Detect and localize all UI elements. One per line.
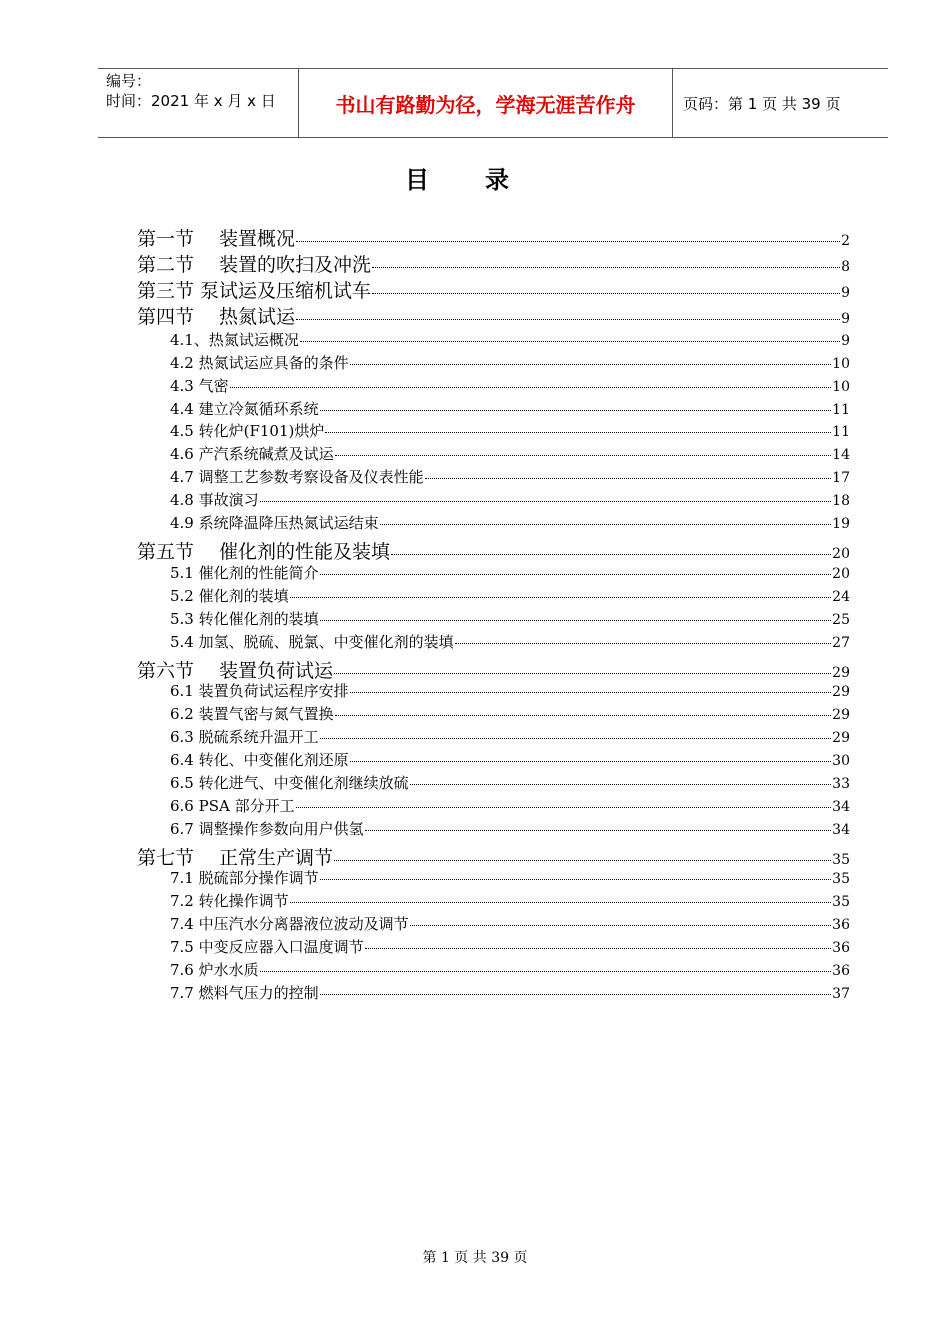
toc-entry-label: 4.1、热氮试运概况 bbox=[170, 331, 299, 349]
toc-leader-dots bbox=[425, 478, 832, 479]
toc-entry-page: 36 bbox=[832, 963, 850, 979]
toc-title: 目录 bbox=[405, 166, 565, 194]
toc-leader-dots bbox=[335, 455, 832, 456]
header-page-info: 页码：第 1 页 共 39 页 bbox=[683, 94, 841, 113]
toc-leader-dots bbox=[230, 387, 832, 388]
toc-entry-page: 9 bbox=[841, 333, 850, 349]
toc-entry-page: 19 bbox=[832, 516, 850, 532]
toc-leader-dots bbox=[410, 925, 832, 926]
toc-entry-label: 6.7 调整操作参数向用户供氢 bbox=[170, 820, 364, 838]
toc-leader-dots bbox=[260, 501, 832, 502]
toc-entry-page: 35 bbox=[832, 871, 850, 887]
toc-entry-label: 6.3 脱硫系统升温开工 bbox=[170, 728, 319, 746]
toc-entry-label: 7.2 转化操作调节 bbox=[170, 892, 289, 910]
toc-entry-label: 5.3 转化催化剂的装填 bbox=[170, 610, 319, 628]
toc-entry[interactable] bbox=[137, 302, 850, 329]
toc-entry-label: 7.5 中变反应器入口温度调节 bbox=[170, 938, 364, 956]
toc-entry[interactable] bbox=[170, 772, 850, 793]
toc-entry-label: 第七节 正常生产调节 bbox=[137, 847, 334, 869]
toc-entry[interactable] bbox=[170, 398, 850, 419]
toc-leader-dots bbox=[334, 673, 831, 674]
toc-entry[interactable] bbox=[170, 749, 850, 770]
toc-entry-label: 第五节 催化剂的性能及装填 bbox=[137, 541, 391, 563]
toc-entry-page: 9 bbox=[841, 311, 850, 327]
toc-entry-page: 29 bbox=[832, 665, 850, 681]
toc-leader-dots bbox=[350, 364, 832, 365]
toc-entry-page: 27 bbox=[832, 635, 850, 651]
toc-leader-dots bbox=[300, 341, 840, 342]
toc-entry[interactable] bbox=[170, 867, 850, 888]
header-meta bbox=[98, 69, 299, 137]
toc-entry-label: 6.2 装置气密与氮气置换 bbox=[170, 705, 334, 723]
toc-leader-dots bbox=[350, 692, 832, 693]
toc-leader-dots bbox=[320, 994, 832, 995]
toc-leader-dots bbox=[365, 948, 832, 949]
toc-entry-page: 37 bbox=[832, 986, 850, 1002]
toc-entry-label: 第六节 装置负荷试运 bbox=[137, 660, 334, 682]
toc-entry-page: 24 bbox=[832, 589, 850, 605]
toc-entry[interactable] bbox=[170, 329, 850, 350]
toc-entry-page: 10 bbox=[832, 379, 850, 395]
toc-entry-label: 第四节 热氮试运 bbox=[137, 306, 296, 328]
toc-entry[interactable] bbox=[137, 537, 850, 564]
page-footer: 第 1 页 共 39 页 bbox=[422, 1250, 528, 1266]
toc-entry[interactable] bbox=[170, 443, 850, 464]
toc-entry-label: 6.1 装置负荷试运程序安排 bbox=[170, 682, 349, 700]
toc-entry-page: 35 bbox=[832, 894, 850, 910]
toc-leader-dots bbox=[391, 554, 831, 555]
toc-entry-label: 4.6 产汽系统碱煮及试运 bbox=[170, 445, 334, 463]
toc-entry-page: 17 bbox=[832, 470, 850, 486]
toc-entry-label: 6.5 转化进气、中变催化剂继续放硫 bbox=[170, 774, 409, 792]
toc-entry[interactable] bbox=[170, 726, 850, 747]
toc-entry-page: 35 bbox=[832, 852, 850, 868]
toc-leader-dots bbox=[380, 524, 832, 525]
toc-entry[interactable] bbox=[170, 631, 850, 652]
toc-entry-page: 9 bbox=[841, 285, 850, 301]
toc-leader-dots bbox=[334, 860, 831, 861]
toc-leader-dots bbox=[290, 902, 832, 903]
toc-entry-label: 4.8 事故演习 bbox=[170, 491, 259, 509]
time-label: 时间：2021 年 x 月 x 日 bbox=[106, 92, 276, 110]
toc-entry[interactable] bbox=[170, 466, 850, 487]
toc-entry[interactable] bbox=[170, 795, 850, 816]
toc-entry-page: 36 bbox=[832, 917, 850, 933]
toc-entry-page: 29 bbox=[832, 684, 850, 700]
toc-entry[interactable] bbox=[170, 818, 850, 839]
toc-entry[interactable] bbox=[137, 843, 850, 870]
toc-leader-dots bbox=[372, 267, 840, 268]
toc-entry[interactable] bbox=[170, 489, 850, 510]
toc-leader-dots bbox=[365, 830, 832, 831]
code-label: 编号： bbox=[106, 72, 152, 90]
toc-entry-page: 20 bbox=[832, 546, 850, 562]
toc-entry[interactable] bbox=[170, 608, 850, 629]
toc-leader-dots bbox=[296, 241, 840, 242]
toc-leader-dots bbox=[335, 715, 832, 716]
toc-entry-page: 34 bbox=[832, 799, 850, 815]
toc-entry-label: 4.4 建立冷氮循环系统 bbox=[170, 400, 319, 418]
toc-entry[interactable] bbox=[170, 936, 850, 957]
toc-entry-page: 8 bbox=[841, 259, 850, 275]
toc-entry-page: 11 bbox=[832, 424, 850, 440]
toc-leader-dots bbox=[325, 432, 831, 433]
toc-entry-page: 20 bbox=[832, 566, 850, 582]
toc-entry[interactable] bbox=[170, 680, 850, 701]
toc-entry-page: 29 bbox=[832, 730, 850, 746]
toc-entry-label: 7.7 燃料气压力的控制 bbox=[170, 984, 319, 1002]
toc-entry-page: 2 bbox=[841, 233, 850, 249]
page-header bbox=[98, 68, 888, 138]
toc-entry[interactable] bbox=[170, 562, 850, 583]
toc-entry-page: 34 bbox=[832, 822, 850, 838]
toc-entry[interactable] bbox=[170, 420, 850, 441]
toc-entry-page: 14 bbox=[832, 447, 850, 463]
toc-entry-page: 25 bbox=[832, 612, 850, 628]
toc-entry[interactable] bbox=[170, 585, 850, 606]
toc-entry[interactable] bbox=[170, 512, 850, 533]
toc-entry[interactable] bbox=[137, 250, 850, 277]
toc-leader-dots bbox=[260, 971, 832, 972]
toc-entry-page: 10 bbox=[832, 356, 850, 372]
toc-entry-label: 7.1 脱硫部分操作调节 bbox=[170, 869, 319, 887]
toc-leader-dots bbox=[320, 738, 832, 739]
toc-entry[interactable] bbox=[170, 982, 850, 1003]
toc-leader-dots bbox=[320, 879, 832, 880]
toc-entry[interactable] bbox=[170, 890, 850, 911]
toc-leader-dots bbox=[372, 293, 840, 294]
toc-entry-page: 30 bbox=[832, 753, 850, 769]
toc-leader-dots bbox=[320, 410, 832, 411]
header-motto: 书山有路勤为径，学海无涯苦作舟 bbox=[299, 69, 673, 137]
toc-entry-label: 5.2 催化剂的装填 bbox=[170, 587, 289, 605]
toc-entry-page: 33 bbox=[832, 776, 850, 792]
toc-leader-dots bbox=[296, 319, 840, 320]
toc-leader-dots bbox=[350, 761, 832, 762]
toc-entry[interactable] bbox=[170, 352, 850, 373]
toc-entry-label: 第二节 装置的吹扫及冲洗 bbox=[137, 254, 372, 276]
toc-entry-label: 5.4 加氢、脱硫、脱氯、中变催化剂的装填 bbox=[170, 633, 454, 651]
toc-entry[interactable] bbox=[170, 703, 850, 724]
toc-entry-page: 11 bbox=[832, 402, 850, 418]
toc-leader-dots bbox=[296, 807, 832, 808]
toc-entry-label: 6.4 转化、中变催化剂还原 bbox=[170, 751, 349, 769]
toc-entry-page: 29 bbox=[832, 707, 850, 723]
toc-entry-label: 4.7 调整工艺参数考察设备及仪表性能 bbox=[170, 468, 424, 486]
toc-entry[interactable] bbox=[137, 656, 850, 683]
toc-leader-dots bbox=[320, 620, 832, 621]
toc-entry-label: 4.5 转化炉(F101)烘炉 bbox=[170, 422, 325, 440]
toc-leader-dots bbox=[290, 597, 832, 598]
toc-entry-label: 5.1 催化剂的性能简介 bbox=[170, 564, 319, 582]
toc-entry-label: 6.6 PSA 部分开工 bbox=[170, 797, 295, 815]
toc-entry-label: 4.9 系统降温降压热氮试运结束 bbox=[170, 514, 379, 532]
toc-entry[interactable] bbox=[137, 276, 850, 303]
toc-entry[interactable] bbox=[137, 224, 850, 251]
toc-leader-dots bbox=[410, 784, 832, 785]
toc-entry-label: 7.6 炉水水质 bbox=[170, 961, 259, 979]
toc-entry-page: 18 bbox=[832, 493, 850, 509]
toc-leader-dots bbox=[320, 574, 832, 575]
toc-entry[interactable] bbox=[170, 375, 850, 396]
toc-entry-label: 7.4 中压汽水分离器液位波动及调节 bbox=[170, 915, 409, 933]
toc-leader-dots bbox=[455, 643, 832, 644]
toc-entry-label: 第三节 泵试运及压缩机试车 bbox=[137, 280, 372, 302]
toc-entry[interactable] bbox=[170, 959, 850, 980]
toc-entry-label: 第一节 装置概况 bbox=[137, 228, 296, 250]
toc-entry-label: 4.3 气密 bbox=[170, 377, 229, 395]
toc-entry[interactable] bbox=[170, 913, 850, 934]
toc-entry-label: 4.2 热氮试运应具备的条件 bbox=[170, 354, 349, 372]
toc-entry-page: 36 bbox=[832, 940, 850, 956]
